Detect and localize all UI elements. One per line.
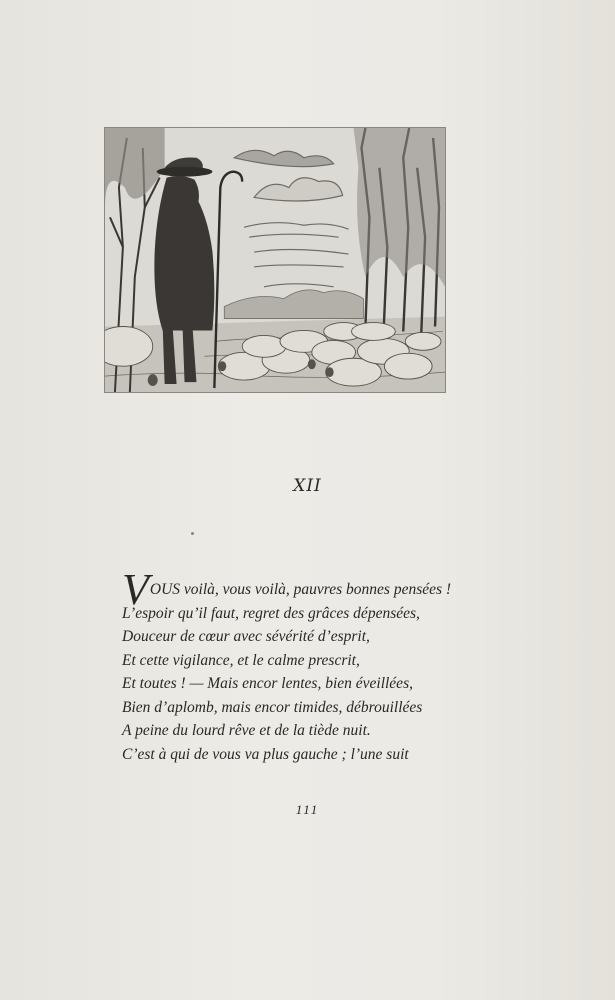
illustration-plate <box>104 127 446 393</box>
poem-line-8: C’est à qui de vous va plus gauche ; l’une suit <box>122 745 409 763</box>
poem-line-5: Et toutes ! — Mais encor lentes, bien éveillées, <box>122 675 413 692</box>
poem-line-2: L’espoir qu’il faut, regret des grâces dépensées, <box>122 604 420 622</box>
page-number: 111 <box>295 802 320 817</box>
poem-line-6: Bien d’aplomb, mais encor timides, débrouillées <box>122 698 423 716</box>
ink-speck <box>191 532 194 535</box>
poem-text <box>122 565 482 766</box>
poem-line-7: A peine du lourd rêve et de la tiède nuit. <box>122 722 371 739</box>
drop-cap: V <box>122 565 149 614</box>
chapter-numeral: XII <box>293 476 322 496</box>
poem-line-1-text: OUS voilà, vous voilà, pauvres bonnes pensées ! <box>149 581 452 598</box>
poem-line-4: Et cette vigilance, et le calme prescrit, <box>122 651 360 669</box>
shepherd-etching-illustration <box>105 128 445 392</box>
poem-line-3: Douceur de cœur avec sévérité d’esprit, <box>122 628 370 645</box>
